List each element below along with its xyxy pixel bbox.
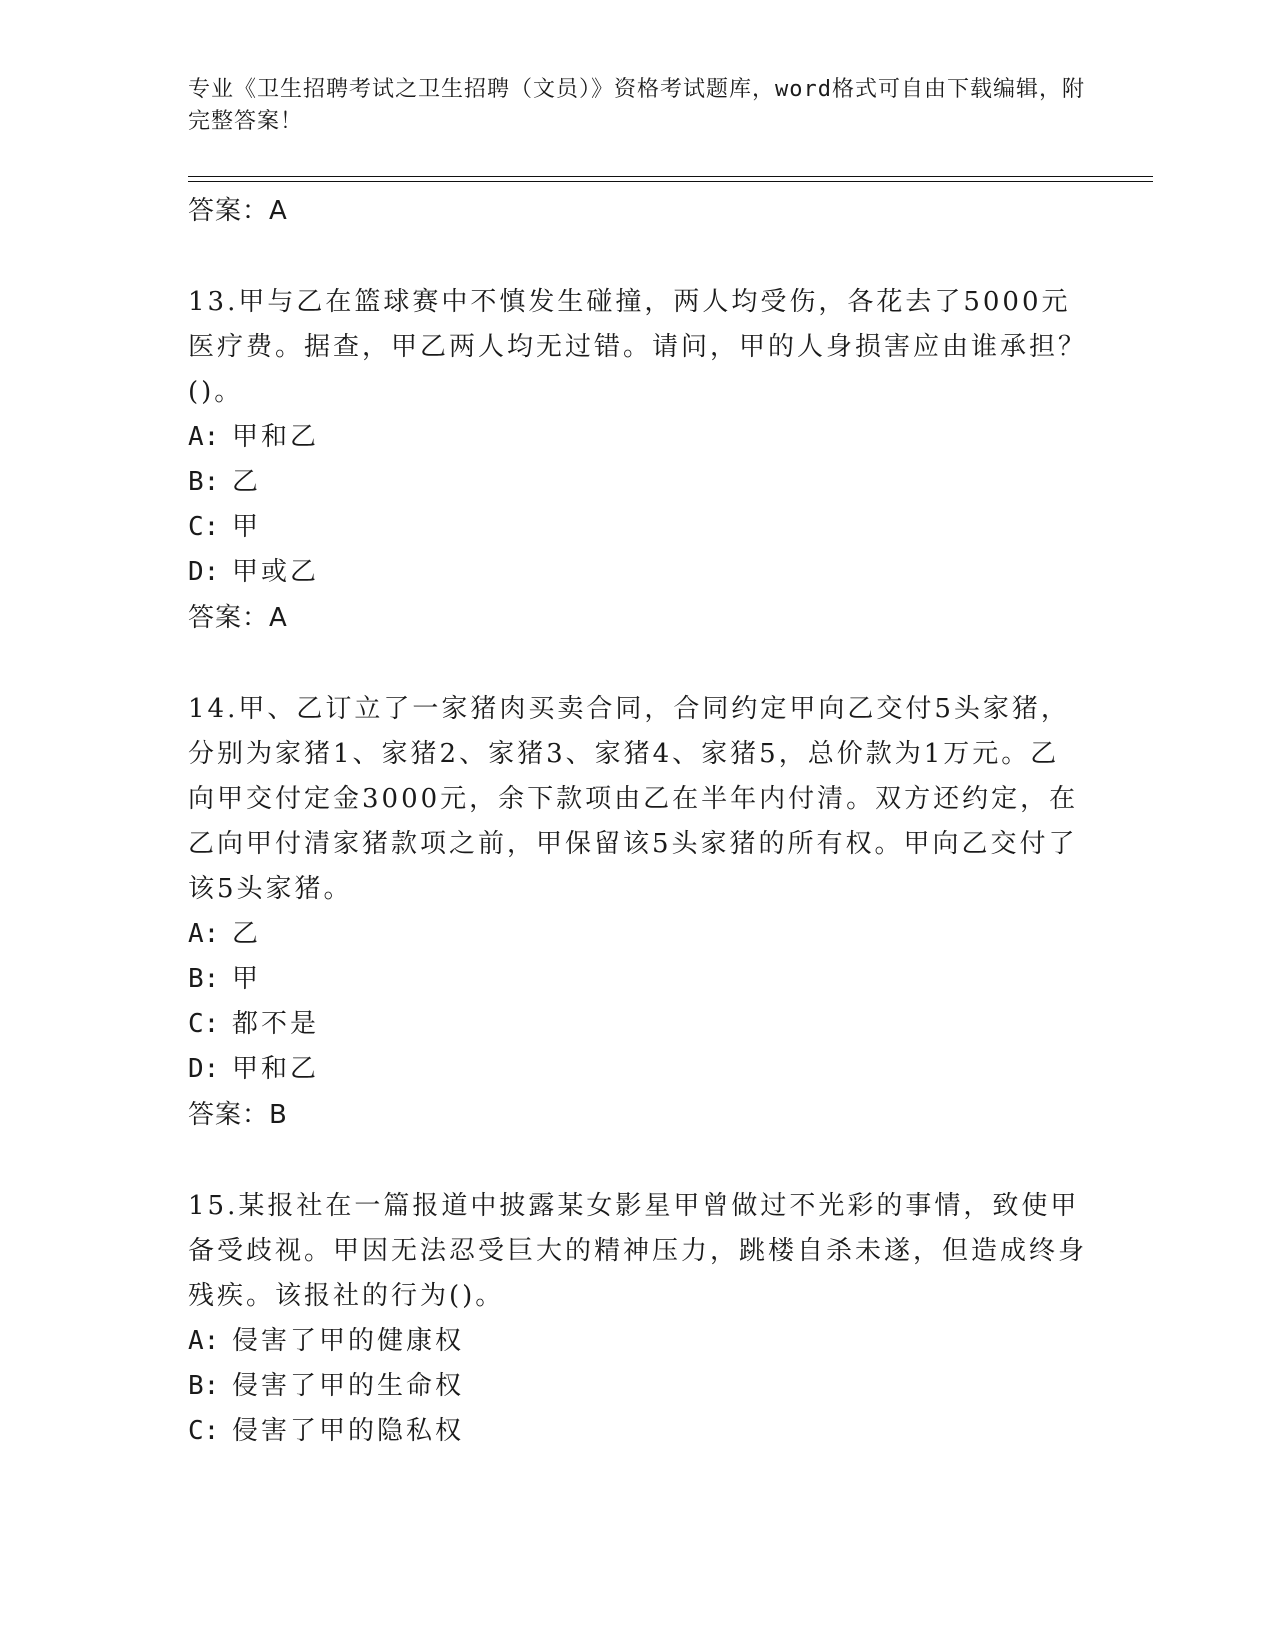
- answer-14: 答案：B: [188, 1100, 288, 1130]
- option-d: [188, 1047, 1088, 1092]
- option-key: B:: [188, 964, 220, 994]
- option-key: A:: [188, 422, 220, 452]
- option-a: [188, 415, 1088, 460]
- option-text: 甲和乙: [232, 1054, 320, 1084]
- option-d: [188, 550, 1088, 595]
- option-b: [188, 460, 1088, 505]
- option-text: 侵害了甲的健康权: [232, 1326, 465, 1356]
- option-key: C:: [188, 1009, 220, 1039]
- question-13: [188, 280, 1088, 641]
- option-key: A:: [188, 919, 220, 949]
- option-key: B:: [188, 1371, 220, 1401]
- option-b: [188, 1364, 1088, 1409]
- option-text: 侵害了甲的生命权: [232, 1371, 465, 1401]
- option-key: D:: [188, 557, 220, 587]
- option-key: A:: [188, 1326, 220, 1356]
- option-text: 侵害了甲的隐私权: [232, 1416, 465, 1446]
- option-c: [188, 1409, 1088, 1454]
- option-a: [188, 912, 1088, 957]
- option-text: 甲或乙: [232, 557, 320, 587]
- question-15: [188, 1184, 1088, 1454]
- option-text: 乙: [232, 467, 262, 497]
- option-a: [188, 1319, 1088, 1364]
- question-stem: 14.甲、乙订立了一家猪肉买卖合同，合同约定甲向乙交付5头家猪，分别为家猪1、家猪2、家猪3、家猪4、家猪5，总价款为1万元。乙向甲交付定金3000元，余下款项由乙在半年内付清。双方还约定，在乙向甲付清家猪款项之前，甲保留该5头家猪的所有权。甲向乙交付了该5头家猪。: [188, 694, 1079, 904]
- option-text: 乙: [232, 919, 262, 949]
- option-key: B:: [188, 467, 220, 497]
- option-c: [188, 505, 1088, 550]
- option-text: 甲: [232, 512, 262, 542]
- question-stem: 15.某报社在一篇报道中披露某女影星甲曾做过不光彩的事情，致使甲备受歧视。甲因无法忍受巨大的精神压力，跳楼自杀未遂，但造成终身残疾。该报社的行为()。: [188, 1191, 1088, 1311]
- question-stem: 13.甲与乙在篮球赛中不慎发生碰撞，两人均受伤，各花去了5000元医疗费。据查，甲乙两人均无过错。请问，甲的人身损害应由谁承担？()。: [188, 287, 1088, 407]
- option-text: 甲: [232, 964, 262, 994]
- option-text: 都不是: [232, 1009, 320, 1039]
- option-c: [188, 1002, 1088, 1047]
- answer-previous: 答案：A: [188, 196, 288, 226]
- question-14: [188, 687, 1088, 1138]
- option-key: D:: [188, 1054, 220, 1084]
- option-b: [188, 957, 1088, 1002]
- document-header: 专业《卫生招聘考试之卫生招聘（文员）》资格考试题库，word格式可自由下载编辑，附完整答案！: [188, 77, 1085, 134]
- document-body: [188, 188, 1088, 1454]
- answer-13: 答案：A: [188, 603, 288, 633]
- option-key: C:: [188, 1416, 220, 1446]
- option-key: C:: [188, 512, 220, 542]
- option-text: 甲和乙: [232, 422, 320, 452]
- header-rule-bottom: [188, 181, 1153, 182]
- header-rule-top: [188, 176, 1153, 177]
